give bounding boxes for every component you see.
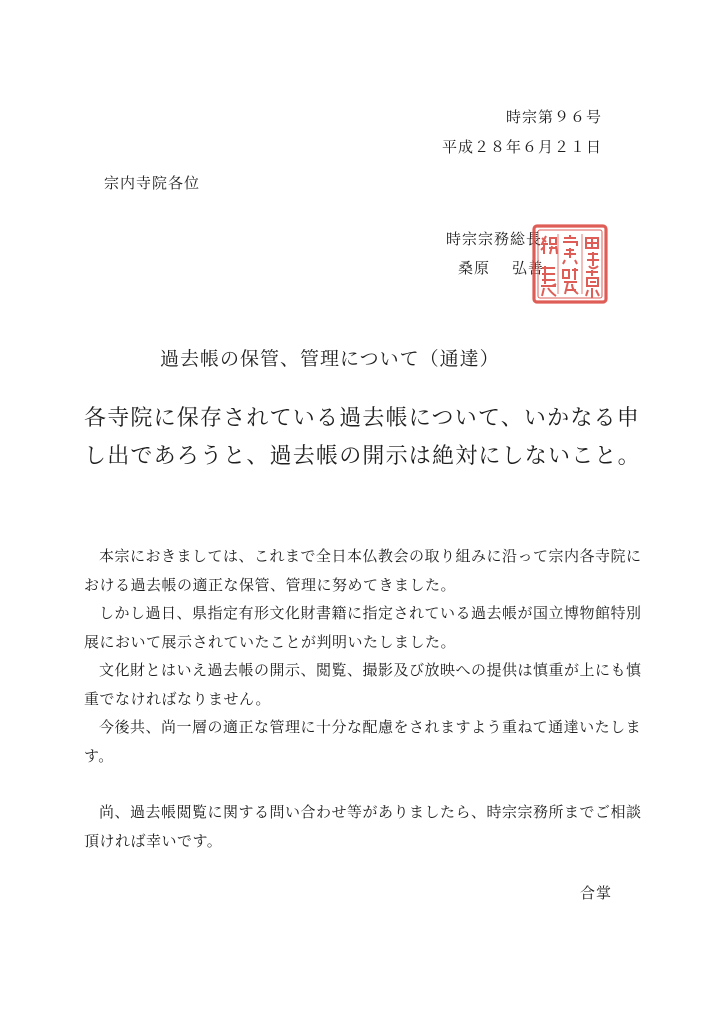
document-body [84,542,644,855]
document-number: 時宗第９６号 [505,108,602,126]
body-paragraph: 文化財とはいえ過去帳の開示、閲覧、撮影及び放映への提供は慎重が上にも慎重でなければなりません。 [84,661,642,708]
document-date: 平成２８年６月２１日 [441,138,602,156]
addressee: 宗内寺院各位 [104,174,201,192]
body-paragraph: しかし過日、県指定有形文化財書籍に指定されている過去帳が国立博物館特別展において展示されていたことが判明いたしました。 [84,604,642,651]
sender-surname: 桑原 [458,259,491,277]
body-paragraph: 本宗におきましては、これまで全日本仏教会の取り組みに沿って宗内各寺院における過去帳の適正な保管、管理に努めてきました。 [84,547,642,594]
official-seal-stamp [530,222,610,306]
sender-given-name: 弘善 [512,259,545,277]
document-subject: 過去帳の保管、管理について（通達） [160,348,500,370]
closing-salutation: 合掌 [579,884,612,902]
directive-statement: 各寺院に保存されている過去帳について、いかなる申し出であろうと、過去帳の開示は絶対にしないこと。 [84,406,641,469]
body-paragraph: 今後共、尚一層の適正な管理に十分な配慮をされますよう重ねて通達いたします。 [84,718,642,765]
postscript-paragraph: 尚、過去帳閲覧に関する問い合わせ等がありましたら、時宗宗務所までご相談頂ければ幸いです。 [84,803,642,850]
sender-title: 時宗宗務総長 [446,230,543,248]
